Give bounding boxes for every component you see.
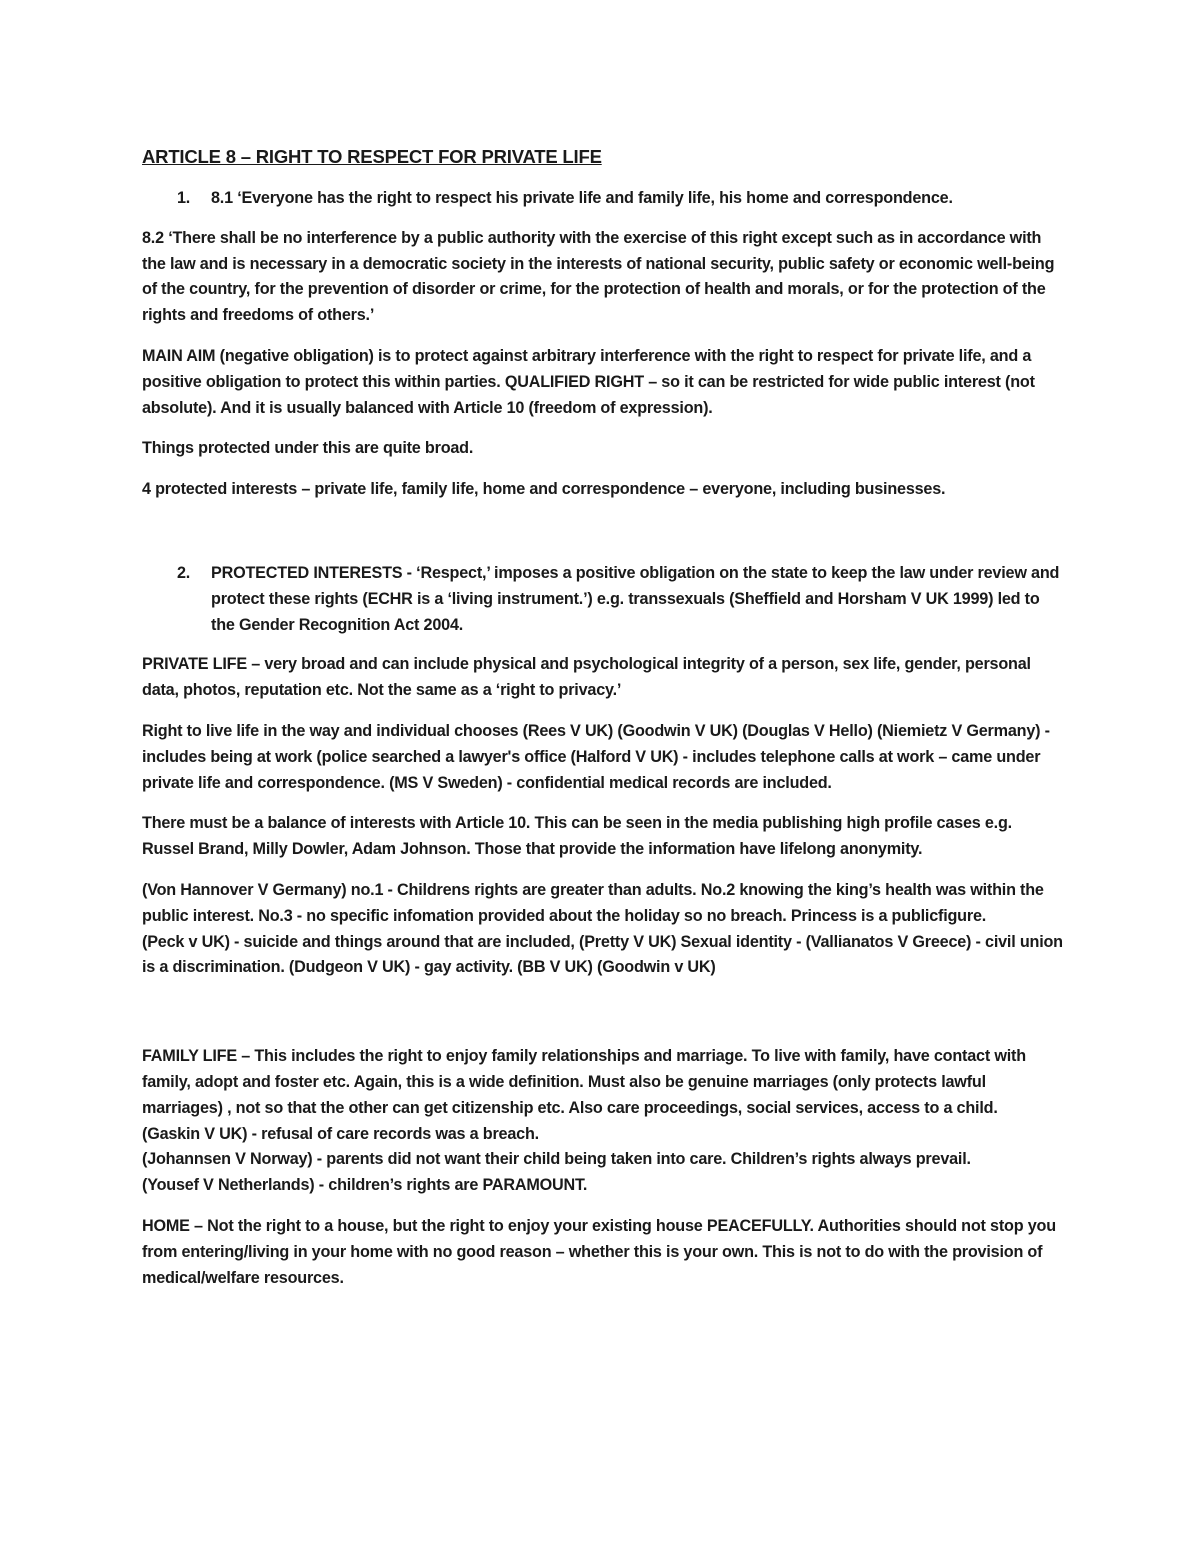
paragraph-things-protected: Things protected under this are quite broad.	[142, 439, 474, 458]
list-text-2: PROTECTED INTERESTS - ‘Respect,’ imposes a positive obligation on the state to keep the law under review and protect these rights (ECHR is a ‘living instrument.’) e.g. transsexuals (Sheffield and Horsham V UK 1999) led to the Gender Recognition Act 2004.	[211, 563, 1060, 634]
paragraph-yousef: (Yousef V Netherlands) - children’s rights are PARAMOUNT.	[142, 1176, 588, 1195]
paragraph-private-life: PRIVATE LIFE – very broad and can include physical and psychological integrity of a person, sex life, gender, personal data, photos, reputation etc. Not the same as a ‘right to privacy.’	[142, 655, 1031, 700]
paragraph-gaskin: (Gaskin V UK) - refusal of care records was a breach.	[142, 1124, 539, 1143]
paragraph-home: HOME – Not the right to a house, but the right to enjoy your existing house PEACEFULLY. Authorities should not stop you from entering/living in your home with no good reason – whether this is your own. This is not to do with the provision of medical/welfare resources.	[142, 1216, 1056, 1287]
paragraph-johannsen: (Johannsen V Norway) - parents did not want their child being taken into care. Children’s rights always prevail.	[142, 1150, 971, 1169]
paragraph-balance: There must be a balance of interests with Article 10. This can be seen in the media publishing high profile cases e.g. Russel Brand, Milly Dowler, Adam Johnson. Those that provide the information have lifelong anonymity.	[142, 814, 1012, 859]
list-number-1: 1.	[177, 189, 191, 207]
document-body	[142, 144, 1066, 1306]
paragraph-right-to-live: Right to live life in the way and individual chooses (Rees V UK) (Goodwin V UK) (Douglas V Hello) (Niemietz V Germany) - includes being at work (police searched a lawyer's office (Halford V UK) - includes telephone calls at work – came under private life and correspondence. (MS V Sweden) - confidential medical records are included.	[142, 721, 1050, 792]
paragraph-family-life: FAMILY LIFE – This includes the right to enjoy family relationships and marriage. To live with family, have contact with family, adopt and foster etc. Again, this is a wide definition. Must also be genuine marriages (only protects lawful marriages) , not so that the other can get citizenship etc. Also care proceedings, social services, access to a child.	[142, 1047, 1026, 1117]
paragraph-four-interests: 4 protected interests – private life, family life, home and correspondence – everyone, including businesses.	[142, 480, 946, 499]
paragraph-peck: (Peck v UK) - suicide and things around that are included, (Pretty V UK) Sexual identity - (Vallianatos V Greece) - civil union is a discrimination. (Dudgeon V UK) - gay activity. (BB V UK) (Goodwin v UK)	[142, 932, 1063, 977]
spacer	[142, 518, 1066, 561]
spacer	[142, 996, 1066, 1044]
paragraph-main-aim: MAIN AIM (negative obligation) is to protect against arbitrary interference with the right to respect for private life, and a positive obligation to protect this within parties. QUALIFIED RIGHT – so it can be restricted for wide public interest (not absolute). And it is usually balanced with Article 10 (freedom of expression).	[142, 346, 1035, 417]
list-number-2: 2.	[177, 563, 191, 582]
paragraph-8-2: 8.2 ‘There shall be no interference by a public authority with the exercise of this right except such as in accordance with the law and is necessary in a democratic society in the interests of national security, public safety or economic well-being of the country, for the prevention of disorder or crime, for the protection of health and morals, or for the protection of the rights and freedoms of others.’	[142, 228, 1055, 325]
list-text-1: 8.1 ‘Everyone has the right to respect his private life and family life, his home and correspondence.	[211, 189, 953, 207]
paragraph-von-hannover: (Von Hannover V Germany) no.1 - Childrens rights are greater than adults. No.2 knowing the king’s health was within the public interest. No.3 - no specific infomation provided about the holiday so no breach. Princess is a publicfigure.	[142, 880, 1044, 925]
document-title: ARTICLE 8 – RIGHT TO RESPECT FOR PRIVATE LIFE	[142, 146, 602, 167]
list-item-1	[142, 186, 1066, 212]
list-item-2	[142, 561, 1066, 638]
